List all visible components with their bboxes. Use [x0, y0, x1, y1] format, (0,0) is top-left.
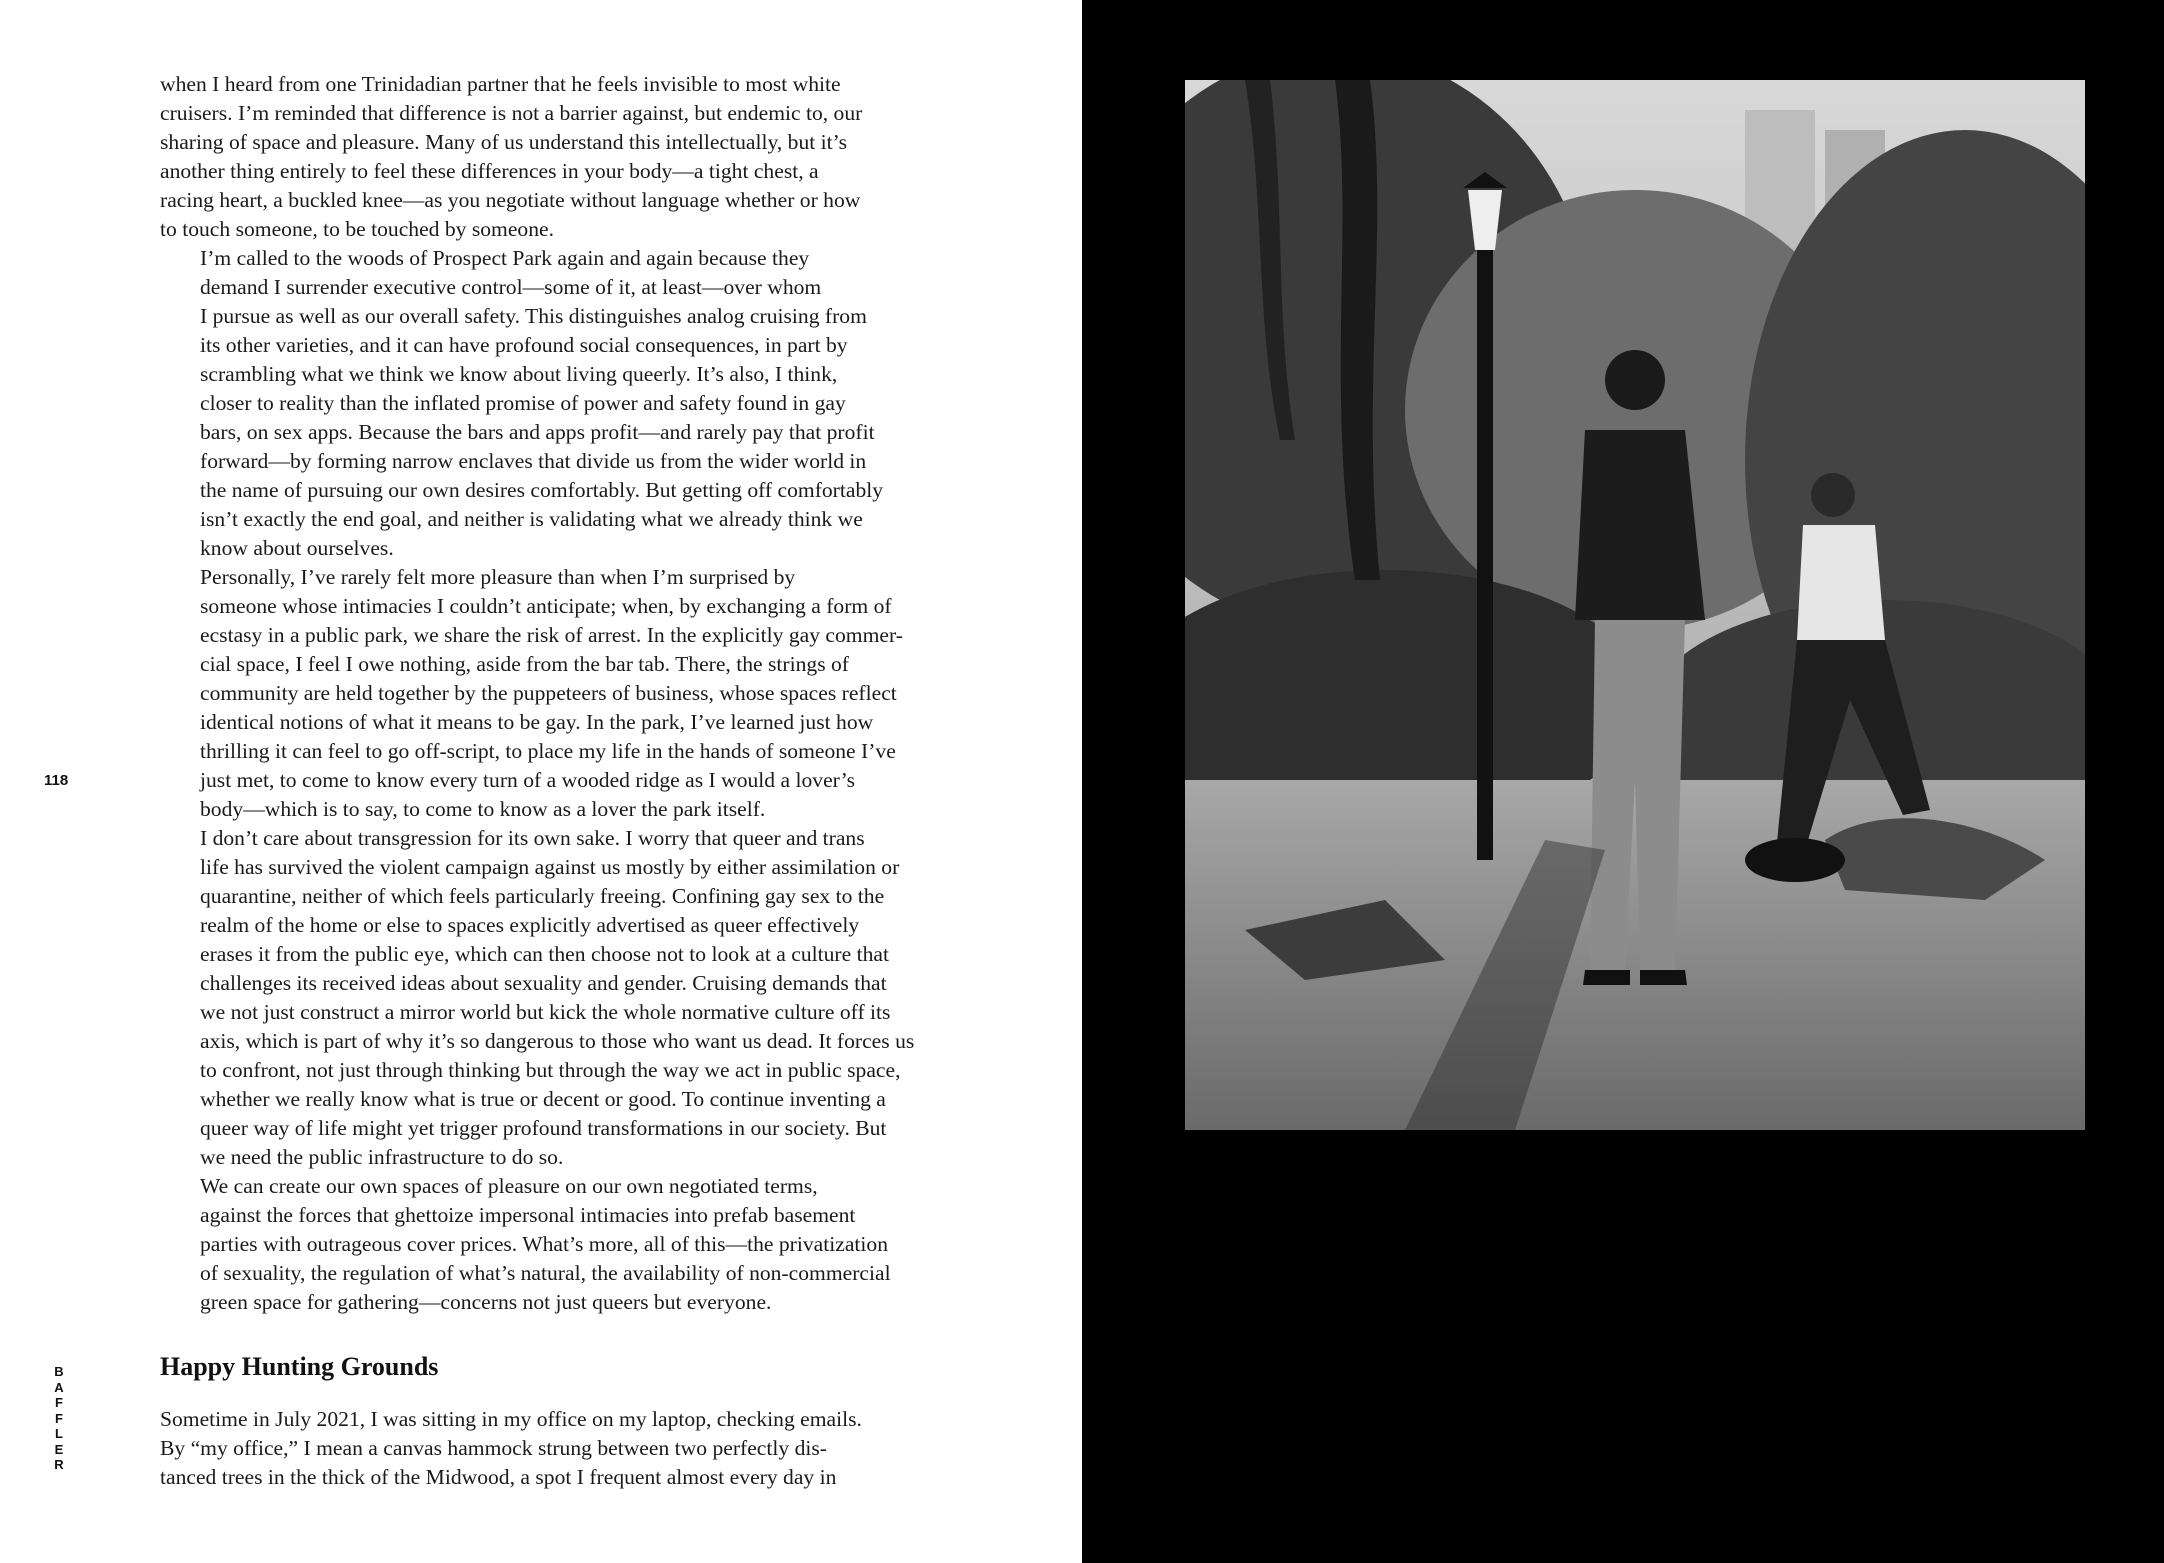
paragraph-2	[160, 244, 886, 563]
text-line: community are held together by the puppeteers of business, whose spaces reflect	[200, 681, 897, 705]
running-title-letter: L	[55, 1426, 63, 1441]
man-shoes	[1583, 970, 1630, 985]
text-line: life has survived the violent campaign against us mostly by either assimilation or	[200, 855, 900, 879]
text-line: know about ourselves.	[200, 536, 394, 560]
text-line: Sometime in July 2021, I was sitting in my office on my laptop, checking emails.	[160, 1407, 862, 1431]
section-body	[160, 1405, 886, 1492]
text-line: queer way of life might yet trigger profound transformations in our society. But	[200, 1116, 887, 1140]
text-line: its other varieties, and it can have profound social consequences, in part by	[200, 333, 848, 357]
text-line: Personally, I’ve rarely felt more pleasure than when I’m surprised by	[200, 565, 796, 589]
text-line: isn’t exactly the end goal, and neither is validating what we already think we	[200, 507, 863, 531]
paragraph-1	[160, 70, 886, 244]
text-line: I’m called to the woods of Prospect Park again and again because they	[200, 246, 810, 270]
text-line: identical notions of what it means to be gay. In the park, I’ve learned just how	[200, 710, 874, 734]
text-line: we not just construct a mirror world but kick the whole normative culture off its	[200, 1000, 891, 1024]
text-line: parties with outrageous cover prices. What’s more, all of this—the privatization	[200, 1232, 889, 1256]
running-title-letter: B	[54, 1364, 64, 1379]
text-line: against the forces that ghettoize impersonal intimacies into prefab basement	[200, 1203, 856, 1227]
text-line: green space for gathering—concerns not just queers but everyone.	[200, 1290, 772, 1314]
text-line: thrilling it can feel to go off-script, to place my life in the hands of someone I’ve	[200, 739, 896, 763]
second-man-shirt	[1797, 525, 1885, 640]
text-line: quarantine, neither of which feels particularly freeing. Confining gay sex to the	[200, 884, 885, 908]
man-head	[1605, 350, 1665, 410]
running-title-letter: A	[54, 1379, 64, 1395]
text-line: tanced trees in the thick of the Midwood, a spot I frequent almost every day in	[160, 1465, 837, 1489]
running-title-letter: R	[54, 1457, 64, 1472]
text-line: another thing entirely to feel these differences in your body—a tight chest, a	[160, 159, 819, 183]
text-line: the name of pursuing our own desires comfortably. But getting off comfortably	[200, 478, 884, 502]
text-line: to confront, not just through thinking but through the way we act in public space,	[200, 1058, 901, 1082]
text-line: By “my office,” I mean a canvas hammock strung between two perfectly dis-	[160, 1436, 827, 1460]
running-title	[52, 1364, 66, 1473]
text-line: erases it from the public eye, which can then choose not to look at a culture that	[200, 942, 889, 966]
text-line: realm of the home or else to spaces explicitly advertised as queer effectively	[200, 913, 860, 937]
text-line: scrambling what we think we know about living queerly. It’s also, I think,	[200, 362, 838, 386]
text-line: we need the public infrastructure to do so.	[200, 1145, 564, 1169]
text-line: I pursue as well as our overall safety. This distinguishes analog cruising from	[200, 304, 867, 328]
article-body	[160, 70, 915, 1317]
running-title-letter: F	[55, 1410, 63, 1426]
park-photograph	[1185, 80, 2085, 1130]
text-line: challenges its received ideas about sexuality and gender. Cruising demands that	[200, 971, 887, 995]
photo-illustration	[1185, 80, 2085, 1130]
text-line: bars, on sex apps. Because the bars and apps profit—and rarely pay that profit	[200, 420, 875, 444]
second-man-head	[1811, 473, 1855, 517]
text-line: demand I surrender executive control—some of it, at least—over whom	[200, 275, 822, 299]
text-line: of sexuality, the regulation of what’s natural, the availability of non-commercial	[200, 1261, 891, 1285]
page-number: 118	[44, 772, 69, 789]
man-shoes	[1640, 970, 1687, 985]
running-title-letter: E	[54, 1441, 64, 1457]
text-line: someone whose intimacies I couldn’t anticipate; when, by exchanging a form of	[200, 594, 892, 618]
text-line: I don’t care about transgression for its own sake. I worry that queer and trans	[200, 826, 865, 850]
text-line: body—which is to say, to come to know as a lover the park itself.	[200, 797, 766, 821]
text-line: ecstasy in a public park, we share the risk of arrest. In the explicitly gay commer-	[200, 623, 903, 647]
text-line: cruisers. I’m reminded that difference is not a barrier against, but endemic to, our	[160, 101, 863, 125]
dog	[1745, 838, 1845, 882]
text-line: when I heard from one Trinidadian partner that he feels invisible to most white	[160, 72, 841, 96]
text-line: sharing of space and pleasure. Many of us understand this intellectually, but it’s	[160, 130, 848, 154]
running-title-letter: F	[55, 1395, 63, 1410]
section-heading: Happy Hunting Grounds	[160, 1352, 439, 1381]
text-line: to touch someone, to be touched by someone.	[160, 217, 555, 241]
paragraph-3	[160, 563, 903, 824]
text-line: whether we really know what is true or decent or good. To continue inventing a	[200, 1087, 886, 1111]
text-line: cial space, I feel I owe nothing, aside from the bar tab. There, the strings of	[200, 652, 849, 676]
text-line: We can create our own spaces of pleasure on our own negotiated terms,	[200, 1174, 818, 1198]
paragraph-4	[160, 824, 915, 1172]
paragraph-5	[160, 1172, 891, 1317]
text-line: racing heart, a buckled knee—as you negotiate without language whether or how	[160, 188, 861, 212]
lamppost	[1477, 230, 1493, 860]
man-shirt	[1575, 430, 1705, 620]
text-line: forward—by forming narrow enclaves that divide us from the wider world in	[200, 449, 867, 473]
text-line: axis, which is part of why it’s so dangerous to those who want us dead. It forces us	[200, 1029, 915, 1053]
text-line: closer to reality than the inflated promise of power and safety found in gay	[200, 391, 846, 415]
text-line: just met, to come to know every turn of a wooded ridge as I would a lover’s	[200, 768, 856, 792]
